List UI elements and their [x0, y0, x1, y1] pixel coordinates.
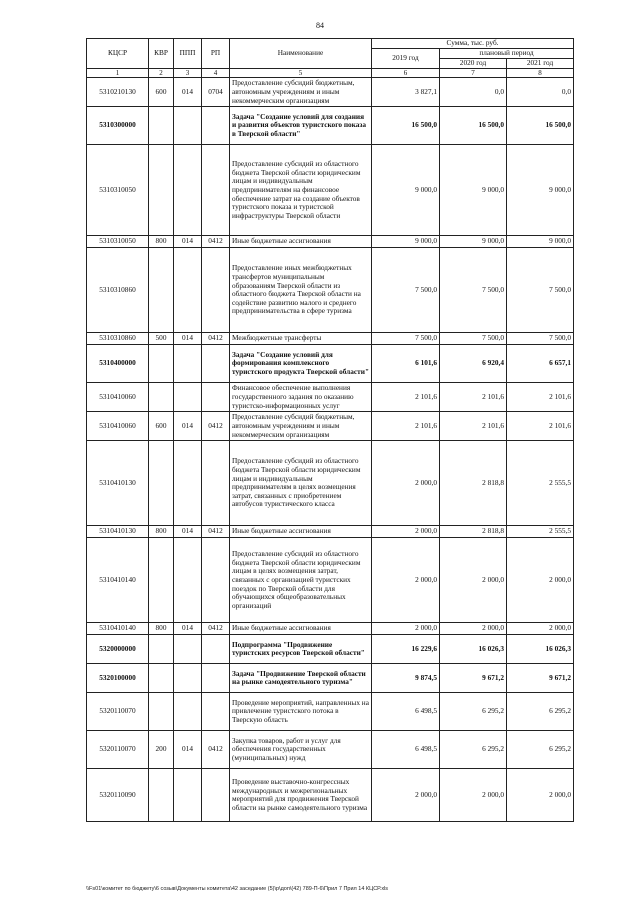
name-cell: Иные бюджетные ассигнования	[230, 623, 372, 635]
name-cell: Задача "Создание условий для формирования комплексного туристского продукта Тверской области"	[230, 345, 372, 383]
kvr-cell	[149, 145, 174, 236]
amount-2019-cell: 2 000,0	[372, 538, 440, 623]
ppp-cell	[174, 441, 202, 526]
name-cell: Проведение выставочно-конгрессных международных и межрегиональных мероприятий для продвижения Тверской области на рынке самодеятельного туризма	[230, 769, 372, 822]
amount-2020-cell: 7 500,0	[440, 248, 507, 333]
amount-2020-cell: 2 000,0	[440, 769, 507, 822]
ppp-cell	[174, 769, 202, 822]
kvr-cell	[149, 769, 174, 822]
table-row	[87, 731, 574, 769]
rp-cell	[202, 693, 230, 731]
header-ppp: ППП	[174, 39, 202, 69]
amount-2021-cell: 9 671,2	[507, 664, 574, 693]
table-body	[87, 78, 574, 822]
amount-2021-cell: 6 295,2	[507, 693, 574, 731]
table-row	[87, 441, 574, 526]
rp-cell	[202, 538, 230, 623]
table-row	[87, 664, 574, 693]
amount-2021-cell: 2 555,5	[507, 526, 574, 538]
header-rp: РП	[202, 39, 230, 69]
amount-2020-cell: 2 818,8	[440, 526, 507, 538]
ppp-cell	[174, 664, 202, 693]
rp-cell	[202, 345, 230, 383]
header-sum: Сумма, тыс. руб.	[372, 39, 574, 49]
kcsr-cell: 5310310050	[87, 236, 149, 248]
amount-2019-cell: 6 498,5	[372, 693, 440, 731]
kcsr-cell: 5310410130	[87, 526, 149, 538]
name-cell: Проведение мероприятий, направленных на привлечение туристского потока в Тверскую область	[230, 693, 372, 731]
amount-2020-cell: 7 500,0	[440, 333, 507, 345]
name-cell: Предоставление субсидий из областного бюджета Тверской области юридическим лицам в целях возмещения затрат, связанных с организацией туристских поездок по Тверской области для обучающихся общеобразовательных организаций	[230, 538, 372, 623]
kvr-cell	[149, 664, 174, 693]
table-row	[87, 538, 574, 623]
amount-2021-cell: 7 500,0	[507, 248, 574, 333]
rp-cell: 0412	[202, 731, 230, 769]
rp-cell	[202, 664, 230, 693]
header-year-2021: 2021 год	[507, 59, 574, 69]
kcsr-cell: 5310410060	[87, 383, 149, 412]
header-kcsr: КЦСР	[87, 39, 149, 69]
header-plan-period: плановый период	[440, 49, 574, 59]
amount-2019-cell: 9 000,0	[372, 145, 440, 236]
amount-2021-cell: 2 000,0	[507, 538, 574, 623]
ppp-cell	[174, 538, 202, 623]
amount-2020-cell: 2 000,0	[440, 538, 507, 623]
kcsr-cell: 5320110070	[87, 731, 149, 769]
amount-2021-cell: 2 000,0	[507, 769, 574, 822]
name-cell: Закупка товаров, работ и услуг для обеспечения государственных (муниципальных) нужд	[230, 731, 372, 769]
table-row	[87, 248, 574, 333]
table-row	[87, 635, 574, 664]
kcsr-cell: 5310210130	[87, 78, 149, 107]
name-cell: Предоставление иных межбюджетных трансфертов муниципальным образованиям Тверской области из областного бюджета Тверской области на содействие развитию малого и среднего предпринимательства в сфере туризма	[230, 248, 372, 333]
kcsr-cell: 5310310860	[87, 248, 149, 333]
kvr-cell: 600	[149, 78, 174, 107]
table-row	[87, 383, 574, 412]
column-number: 3	[174, 69, 202, 78]
amount-2021-cell: 2 101,6	[507, 412, 574, 441]
column-number: 2	[149, 69, 174, 78]
ppp-cell	[174, 635, 202, 664]
amount-2019-cell: 9 874,5	[372, 664, 440, 693]
kcsr-cell: 5320100000	[87, 664, 149, 693]
amount-2020-cell: 9 671,2	[440, 664, 507, 693]
header-kvr: КВР	[149, 39, 174, 69]
amount-2021-cell: 7 500,0	[507, 333, 574, 345]
ppp-cell: 014	[174, 623, 202, 635]
amount-2019-cell: 2 000,0	[372, 769, 440, 822]
table-row	[87, 693, 574, 731]
ppp-cell	[174, 383, 202, 412]
column-number: 5	[230, 69, 372, 78]
amount-2021-cell: 2 555,5	[507, 441, 574, 526]
header-year-2020: 2020 год	[440, 59, 507, 69]
rp-cell	[202, 248, 230, 333]
amount-2020-cell: 2 101,6	[440, 412, 507, 441]
kcsr-cell: 5310310860	[87, 333, 149, 345]
rp-cell	[202, 145, 230, 236]
table-header	[87, 39, 574, 78]
kvr-cell: 800	[149, 623, 174, 635]
kcsr-cell: 5310400000	[87, 345, 149, 383]
rp-cell	[202, 107, 230, 145]
table-row	[87, 412, 574, 441]
name-cell: Предоставление субсидий бюджетным, автономным учреждениям и иным некоммерческим организациям	[230, 78, 372, 107]
name-cell: Подпрограмма "Продвижение туристских ресурсов Тверской области"	[230, 635, 372, 664]
ppp-cell	[174, 248, 202, 333]
amount-2021-cell: 6 295,2	[507, 731, 574, 769]
ppp-cell: 014	[174, 412, 202, 441]
amount-2021-cell: 9 000,0	[507, 145, 574, 236]
name-cell: Предоставление субсидий из областного бюджета Тверской области юридическим лицам и индивидуальным предпринимателям в целях возмещения затрат, связанных с приобретением автобусов туристического класса	[230, 441, 372, 526]
table-row	[87, 526, 574, 538]
kcsr-cell: 5310410130	[87, 441, 149, 526]
rp-cell	[202, 769, 230, 822]
ppp-cell: 014	[174, 236, 202, 248]
ppp-cell: 014	[174, 731, 202, 769]
name-cell: Предоставление субсидий из областного бюджета Тверской области юридическим лицам и индивидуальным предпринимателям на финансовое обеспечение затрат на создание объектов туристского показа и туристской инфраструктуры Тверской области	[230, 145, 372, 236]
amount-2019-cell: 9 000,0	[372, 236, 440, 248]
kvr-cell	[149, 635, 174, 664]
amount-2019-cell: 7 500,0	[372, 248, 440, 333]
column-number: 6	[372, 69, 440, 78]
amount-2020-cell: 6 295,2	[440, 693, 507, 731]
table-row	[87, 236, 574, 248]
name-cell: Межбюджетные трансферты	[230, 333, 372, 345]
table-row	[87, 333, 574, 345]
table-row	[87, 145, 574, 236]
ppp-cell	[174, 107, 202, 145]
column-number: 1	[87, 69, 149, 78]
column-number: 7	[440, 69, 507, 78]
amount-2019-cell: 2 000,0	[372, 526, 440, 538]
table-row	[87, 107, 574, 145]
kcsr-cell: 5310300000	[87, 107, 149, 145]
rp-cell	[202, 635, 230, 664]
name-cell: Задача "Продвижение Тверской области на рынке самодеятельного туризма"	[230, 664, 372, 693]
amount-2020-cell: 9 000,0	[440, 145, 507, 236]
kcsr-cell: 5320110090	[87, 769, 149, 822]
amount-2021-cell: 2 101,6	[507, 383, 574, 412]
name-cell: Иные бюджетные ассигнования	[230, 526, 372, 538]
kvr-cell: 800	[149, 526, 174, 538]
table-row	[87, 623, 574, 635]
amount-2021-cell: 0,0	[507, 78, 574, 107]
kvr-cell	[149, 248, 174, 333]
kvr-cell: 500	[149, 333, 174, 345]
rp-cell: 0412	[202, 412, 230, 441]
rp-cell	[202, 383, 230, 412]
amount-2019-cell: 7 500,0	[372, 333, 440, 345]
amount-2019-cell: 3 827,1	[372, 78, 440, 107]
rp-cell: 0412	[202, 333, 230, 345]
amount-2020-cell: 2 000,0	[440, 623, 507, 635]
ppp-cell	[174, 145, 202, 236]
amount-2020-cell: 6 920,4	[440, 345, 507, 383]
kvr-cell	[149, 383, 174, 412]
rp-cell: 0412	[202, 526, 230, 538]
kvr-cell: 200	[149, 731, 174, 769]
amount-2020-cell: 2 818,8	[440, 441, 507, 526]
amount-2021-cell: 2 000,0	[507, 623, 574, 635]
rp-cell: 0412	[202, 236, 230, 248]
name-cell: Иные бюджетные ассигнования	[230, 236, 372, 248]
kcsr-cell: 5310410140	[87, 538, 149, 623]
amount-2020-cell: 16 500,0	[440, 107, 507, 145]
kvr-cell	[149, 693, 174, 731]
rp-cell: 0412	[202, 623, 230, 635]
amount-2021-cell: 6 657,1	[507, 345, 574, 383]
ppp-cell	[174, 345, 202, 383]
column-number: 4	[202, 69, 230, 78]
amount-2020-cell: 6 295,2	[440, 731, 507, 769]
budget-table	[86, 38, 574, 822]
amount-2021-cell: 16 500,0	[507, 107, 574, 145]
kvr-cell	[149, 107, 174, 145]
amount-2020-cell: 16 026,3	[440, 635, 507, 664]
footer-file-path: \\Fs01\комитет по бюджету\6 созыв\Документы комитета\42 заседание (5)\p\доп\(42) 789-П-6\Прил 7 Прил 14 КЦСР.xls	[86, 886, 389, 892]
amount-2020-cell: 2 101,6	[440, 383, 507, 412]
ppp-cell: 014	[174, 526, 202, 538]
name-cell: Финансовое обеспечение выполнения государственного задания по оказанию туристско-информационных услуг	[230, 383, 372, 412]
header-name: Наименование	[230, 39, 372, 69]
kcsr-cell: 5310410060	[87, 412, 149, 441]
table-row	[87, 345, 574, 383]
kcsr-cell: 5310410140	[87, 623, 149, 635]
rp-cell: 0704	[202, 78, 230, 107]
kvr-cell	[149, 441, 174, 526]
name-cell: Предоставление субсидий бюджетным, автономным учреждениям и иным некоммерческим организациям	[230, 412, 372, 441]
name-cell: Задача "Создание условий для создания и развития объектов туристского показа в Тверской области"	[230, 107, 372, 145]
rp-cell	[202, 441, 230, 526]
amount-2019-cell: 16 229,6	[372, 635, 440, 664]
kcsr-cell: 5320000000	[87, 635, 149, 664]
kvr-cell	[149, 345, 174, 383]
amount-2021-cell: 9 000,0	[507, 236, 574, 248]
table-row	[87, 769, 574, 822]
kcsr-cell: 5320110070	[87, 693, 149, 731]
kvr-cell: 600	[149, 412, 174, 441]
column-number: 8	[507, 69, 574, 78]
amount-2019-cell: 6 498,5	[372, 731, 440, 769]
header-year-2019: 2019 год	[372, 49, 440, 69]
amount-2019-cell: 2 101,6	[372, 412, 440, 441]
ppp-cell: 014	[174, 78, 202, 107]
amount-2019-cell: 2 101,6	[372, 383, 440, 412]
amount-2020-cell: 0,0	[440, 78, 507, 107]
ppp-cell	[174, 693, 202, 731]
amount-2020-cell: 9 000,0	[440, 236, 507, 248]
kcsr-cell: 5310310050	[87, 145, 149, 236]
ppp-cell: 014	[174, 333, 202, 345]
amount-2019-cell: 6 101,6	[372, 345, 440, 383]
amount-2019-cell: 2 000,0	[372, 623, 440, 635]
amount-2019-cell: 2 000,0	[372, 441, 440, 526]
kvr-cell	[149, 538, 174, 623]
kvr-cell: 800	[149, 236, 174, 248]
amount-2019-cell: 16 500,0	[372, 107, 440, 145]
amount-2021-cell: 16 026,3	[507, 635, 574, 664]
table-row	[87, 78, 574, 107]
page-number: 84	[316, 21, 324, 30]
